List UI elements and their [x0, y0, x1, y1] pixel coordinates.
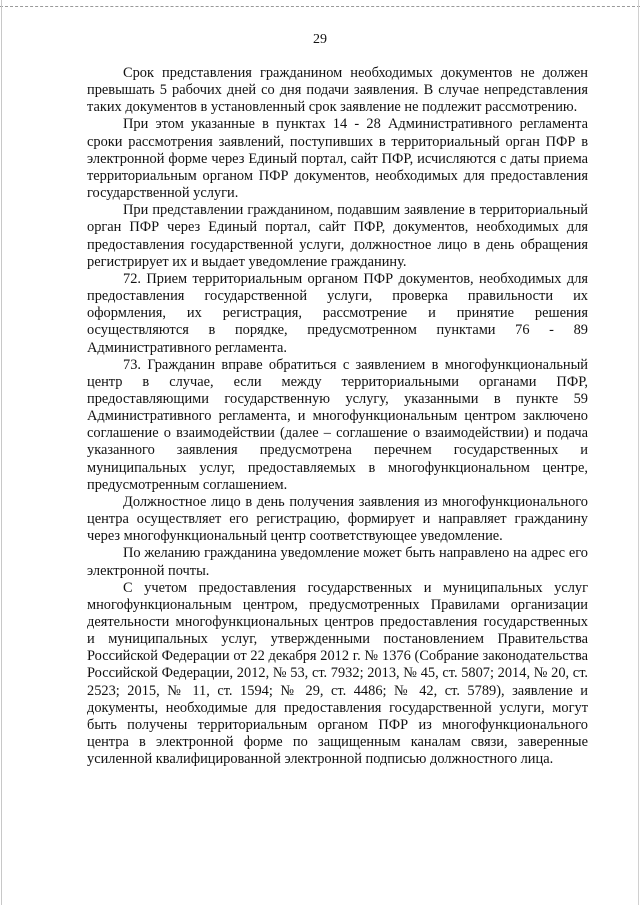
- document-body: [87, 65, 588, 768]
- paragraph-review-terms: При этом указанные в пунктах 14 - 28 Административного регламента сроки рассмотрения заявлений, поступивших в территориальный орган ПФР в электронной форме через Единый портал, сайт ПФР, исчисляются с даты приема территориальным органом ПФР документов, необходимых для предоставления государственной услуги.: [87, 116, 588, 202]
- paragraph-item-72: 72. Прием территориальным органом ПФР документов, необходимых для предоставления государственной услуги, проверка правильности их оформления, их регистрация, рассмотрение и принятие решения осуществляются в порядке, предусмотренном пунктами 76 - 89 Административного регламента.: [87, 270, 588, 356]
- paragraph-official-registration: Должностное лицо в день получения заявления из многофункционального центра осуществляет его регистрацию, формирует и направляет гражданину через многофункциональный центр соответствующее уведомление.: [87, 493, 588, 545]
- paragraph-document-deadline: Срок представления гражданином необходимых документов не должен превышать 5 рабочих дней со дня подачи заявления. В случае непредставления таких документов в установленный срок заявление не подлежит рассмотрению.: [87, 65, 588, 116]
- paragraph-item-73: 73. Гражданин вправе обратиться с заявлением в многофункциональный центр в случае, если между территориальными органами ПФР, предоставляющими государственную услугу, указанными в пункте 59 Административного регламента, и многофункциональным центром заключено соглашение о взаимодействии (далее – соглашение о взаимодействии) и подача указанного заявления предусмотрена перечнем государственных и муниципальных услуг, предоставляемых в многофункциональном центре, предусмотренным соглашением.: [87, 356, 588, 493]
- scan-top-edge: [0, 6, 640, 7]
- paragraph-mfc-electronic: С учетом предоставления государственных и муниципальных услуг многофункциональным центром, предусмотренных Правилами организации деятельности многофункциональных центров предоставления государственных и муниципальных услуг, утвержденными постановлением Правительства Российской Федерации от 22 декабря 2012 г. № 1376 (Собрание законодательства Российской Федерации, 2012, № 53, ст. 7932; 2013, № 45, ст. 5807; 2014, № 20, ст. 2523; 2015, № 11, ст. 1594; № 29, ст. 4486; № 42, ст. 5789), заявление и документы, необходимые для предоставления государственной услуги, могут быть получены территориальным органом ПФР из многофункционального центра в электронной форме по защищенным каналам связи, заверенные усиленной квалифицированной электронной подписью должностного лица.: [87, 579, 588, 768]
- scan-right-edge: [638, 0, 639, 905]
- paragraph-email-notice: По желанию гражданина уведомление может быть направлено на адрес его электронной почты.: [87, 545, 588, 579]
- page-number: 29: [313, 32, 327, 47]
- scan-left-edge: [1, 0, 2, 905]
- paragraph-portal-registration: При представлении гражданином, подавшим заявление в территориальный орган ПФР через Единый портал, сайт ПФР, документов, необходимых для предоставления государственной услуги, должностное лицо в день обращения регистрирует их и выдает уведомление гражданину.: [87, 202, 588, 270]
